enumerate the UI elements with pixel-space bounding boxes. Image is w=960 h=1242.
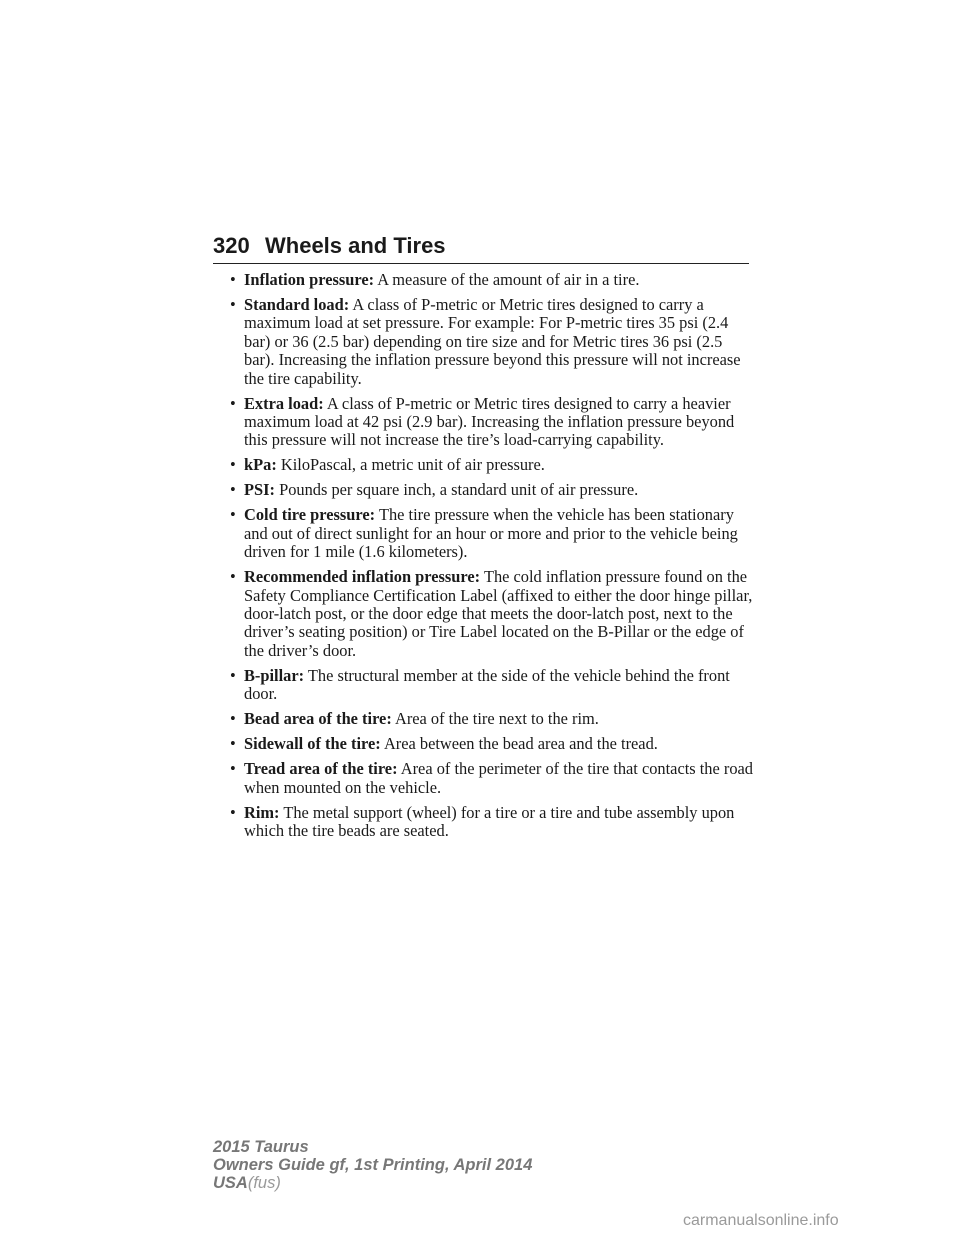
bullet-icon: • bbox=[230, 393, 236, 413]
glossary-definition: The structural member at the side of the vehicle behind the front door. bbox=[244, 665, 730, 704]
glossary-definition: KiloPascal, a metric unit of air pressure. bbox=[280, 455, 545, 475]
glossary-definition: The cold inflation pressure found on the Safety Compliance Certification Label (affixed to either the door hinge pillar, door-latch post, or the door edge that meets the door-latch post, next to the driver’s seating position) or Tire Label located on the B-Pillar or the edge of the driver’s door. bbox=[244, 567, 753, 660]
list-item bbox=[230, 505, 754, 562]
glossary-term: Recommended inflation pressure: bbox=[244, 567, 481, 587]
bullet-icon: • bbox=[230, 505, 236, 525]
footer-region-code: (fus) bbox=[247, 1174, 281, 1192]
footer-region: USA bbox=[213, 1174, 248, 1192]
document-footer bbox=[213, 1138, 532, 1192]
list-item bbox=[230, 709, 754, 729]
glossary-definition: Area of the tire next to the rim. bbox=[394, 709, 599, 729]
bullet-icon: • bbox=[230, 295, 236, 314]
glossary-definition: The metal support (wheel) for a tire or a tire and tube assembly upon which the tire beads are seated. bbox=[244, 802, 735, 841]
bullet-icon: • bbox=[230, 709, 236, 729]
list-item bbox=[230, 567, 754, 660]
list-item bbox=[230, 759, 754, 797]
list-item bbox=[230, 734, 754, 754]
glossary-definition: The tire pressure when the vehicle has been stationary and out of direct sunlight for an hour or more and prior to the vehicle being driven for 1 mile (1.6 kilometers). bbox=[244, 505, 738, 562]
tire-terminology-list bbox=[230, 270, 754, 847]
bullet-icon: • bbox=[230, 480, 236, 500]
glossary-definition: Pounds per square inch, a standard unit of air pressure. bbox=[279, 480, 639, 500]
footer-printing: Owners Guide gf, 1st Printing, April 2014 bbox=[213, 1156, 533, 1174]
bullet-icon: • bbox=[230, 455, 236, 475]
glossary-term: Standard load: bbox=[244, 295, 350, 314]
glossary-term: kPa: bbox=[244, 455, 277, 475]
glossary-term: PSI: bbox=[244, 480, 275, 500]
list-item bbox=[230, 295, 754, 388]
glossary-term: Inflation pressure: bbox=[244, 270, 375, 289]
page-header bbox=[213, 231, 749, 264]
glossary-term: B-pillar: bbox=[244, 665, 305, 685]
list-item bbox=[230, 393, 754, 450]
list-item bbox=[230, 665, 754, 704]
section-title: Wheels and Tires bbox=[265, 233, 446, 258]
glossary-definition: A class of P-metric or Metric tires designed to carry a heavier maximum load at 42 psi (2.9 bar). Increasing the inflation pressure beyond this pressure will not increase the tire’s load-carrying capability. bbox=[244, 393, 735, 450]
list-item bbox=[230, 802, 754, 841]
glossary-term: Rim: bbox=[244, 802, 280, 822]
list-item bbox=[230, 480, 754, 500]
bullet-icon: • bbox=[230, 759, 236, 779]
glossary-definition: Area between the bead area and the tread. bbox=[383, 734, 658, 754]
glossary-definition: Area of the perimeter of the tire that contacts the road when mounted on the vehicle. bbox=[244, 759, 753, 797]
footer-model: 2015 Taurus bbox=[213, 1138, 309, 1156]
glossary-term: Extra load: bbox=[244, 393, 324, 413]
bullet-icon: • bbox=[230, 567, 236, 587]
bullet-icon: • bbox=[230, 802, 236, 822]
glossary-definition: A measure of the amount of air in a tire. bbox=[377, 270, 640, 289]
bullet-icon: • bbox=[230, 734, 236, 754]
list-item bbox=[230, 270, 754, 289]
glossary-term: Sidewall of the tire: bbox=[244, 734, 381, 754]
glossary-definition: A class of P-metric or Metric tires designed to carry a maximum load at set pressure. For example: For P-metric tires 35 psi (2.4 bar) or 36 (2.5 bar) depending on tire size and for Metric tires 36 psi (2.5 bar). Increasing the inflation pressure beyond this pressure will not increase the tire capability. bbox=[244, 295, 741, 388]
glossary-term: Tread area of the tire: bbox=[244, 759, 398, 779]
bullet-icon: • bbox=[230, 665, 236, 685]
glossary-term: Bead area of the tire: bbox=[244, 709, 392, 729]
glossary-term: Cold tire pressure: bbox=[244, 505, 376, 525]
site-watermark: carmanualsonline.info bbox=[683, 1212, 839, 1229]
page-number: 320 bbox=[213, 233, 250, 258]
list-item bbox=[230, 455, 754, 475]
bullet-icon: • bbox=[230, 270, 236, 289]
